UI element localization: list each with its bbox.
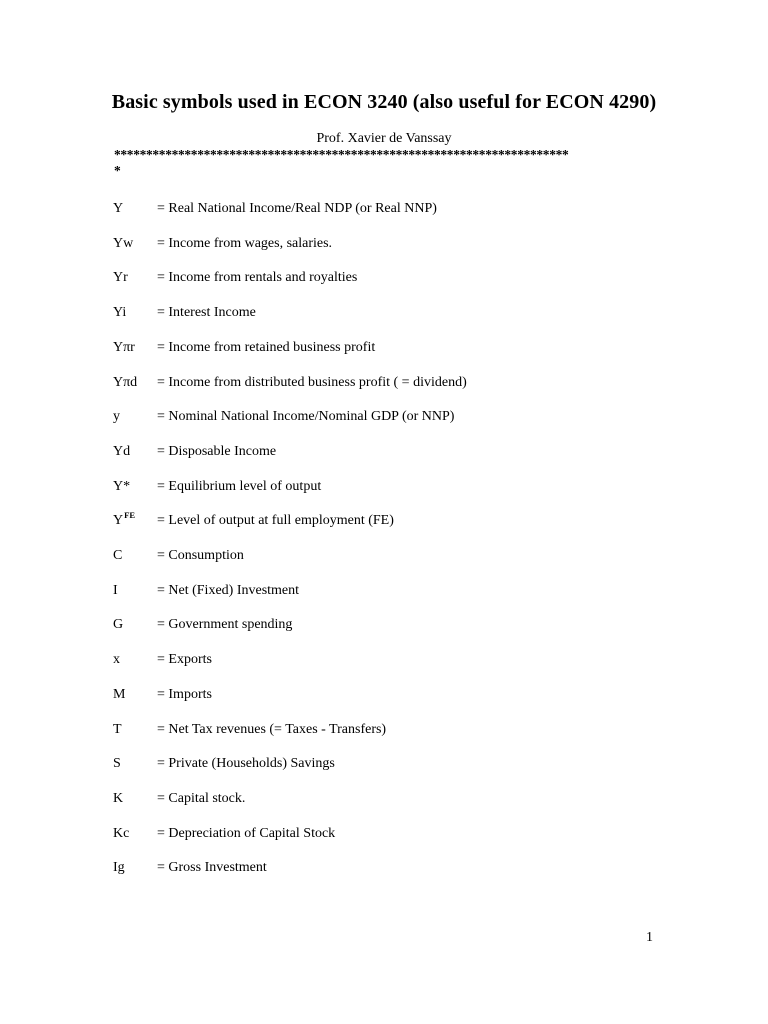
symbol-term [113,824,129,844]
symbol-definition: = Equilibrium level of output [157,479,322,494]
symbol-definition: = Real National Income/Real NDP (or Real NNP) [157,201,437,216]
symbol-text: Yπr [113,340,135,355]
symbol-term [113,615,123,635]
author-name: Prof. Xavier de Vanssay [316,131,452,146]
symbol-definition: = Capital stock. [157,791,246,806]
symbol-definition: = Income from distributed business profit ( = dividend) [157,375,467,390]
symbol-text: y [113,409,120,424]
symbol-term [113,858,125,878]
symbol-term [113,650,120,670]
symbol-text: Yi [113,305,127,320]
symbol-row [0,546,768,566]
symbol-text: Y [113,513,124,528]
symbol-definition: = Income from rentals and royalties [157,270,358,285]
symbol-definition: = Income from retained business profit [157,340,376,355]
symbol-term [113,477,130,497]
symbol-definition: = Consumption [157,548,244,563]
symbol-definition: = Net (Fixed) Investment [157,583,300,598]
symbol-term [113,581,118,601]
symbol-definition: = Private (Households) Savings [157,756,335,771]
symbol-text: Yd [113,444,131,459]
symbol-row [0,824,768,844]
symbol-row [0,720,768,740]
symbol-definition: = Level of output at full employment (FE) [157,513,394,528]
symbol-term [113,511,135,531]
symbol-term [113,268,128,288]
symbol-row [0,234,768,254]
separator-line: *********************************************************************** [114,147,569,162]
symbol-row [0,442,768,462]
symbol-text: Y* [113,479,131,494]
symbol-term [113,685,125,705]
symbol-text: M [113,687,126,702]
symbol-definition: = Gross Investment [157,860,267,875]
symbol-text: Ig [113,860,125,875]
symbol-text: Yw [113,236,134,251]
symbol-row [0,407,768,427]
symbol-text: I [113,583,118,598]
symbol-definition: = Net Tax revenues (= Taxes - Transfers) [157,722,387,737]
symbol-row [0,650,768,670]
symbol-definition: = Disposable Income [157,444,277,459]
symbol-term [113,338,135,358]
symbol-definition: = Exports [157,652,212,667]
document-title: Basic symbols used in ECON 3240 (also useful for ECON 4290) [111,91,657,113]
symbol-text: x [113,652,120,667]
symbol-row [0,511,768,531]
symbol-row [0,789,768,809]
symbol-text: K [113,791,124,806]
symbol-term [113,303,126,323]
symbol-definition: = Income from wages, salaries. [157,236,333,251]
symbol-term [113,442,130,462]
symbol-text: G [113,617,124,632]
symbol-term [113,720,122,740]
symbol-superscript: FE [124,510,135,520]
symbol-definition: = Government spending [157,617,293,632]
symbol-term [113,234,133,254]
symbol-text: Yr [113,270,128,285]
symbol-row [0,373,768,393]
page-number: 1 [646,930,653,945]
symbol-row [0,615,768,635]
symbol-row [0,268,768,288]
symbol-text: T [113,722,122,737]
symbol-term [113,373,137,393]
symbol-row [0,477,768,497]
symbol-definition: = Interest Income [157,305,256,320]
symbol-term [113,199,123,219]
symbol-term [113,546,122,566]
symbol-term [113,407,120,427]
symbol-text: C [113,548,123,563]
symbol-row [0,199,768,219]
symbol-row [0,581,768,601]
separator-tail: * [114,163,121,178]
symbol-text: Y [113,201,124,216]
symbol-term [113,754,121,774]
symbol-row [0,338,768,358]
symbol-row [0,303,768,323]
symbol-text: S [113,756,121,771]
symbol-definition: = Depreciation of Capital Stock [157,826,336,841]
symbol-row [0,754,768,774]
symbol-text: Yπd [113,375,138,390]
symbol-row [0,858,768,878]
symbol-text: Kc [113,826,130,841]
symbol-term [113,789,123,809]
symbol-row [0,685,768,705]
symbol-definition: = Nominal National Income/Nominal GDP (or NNP) [157,409,455,424]
symbol-definition: = Imports [157,687,212,702]
